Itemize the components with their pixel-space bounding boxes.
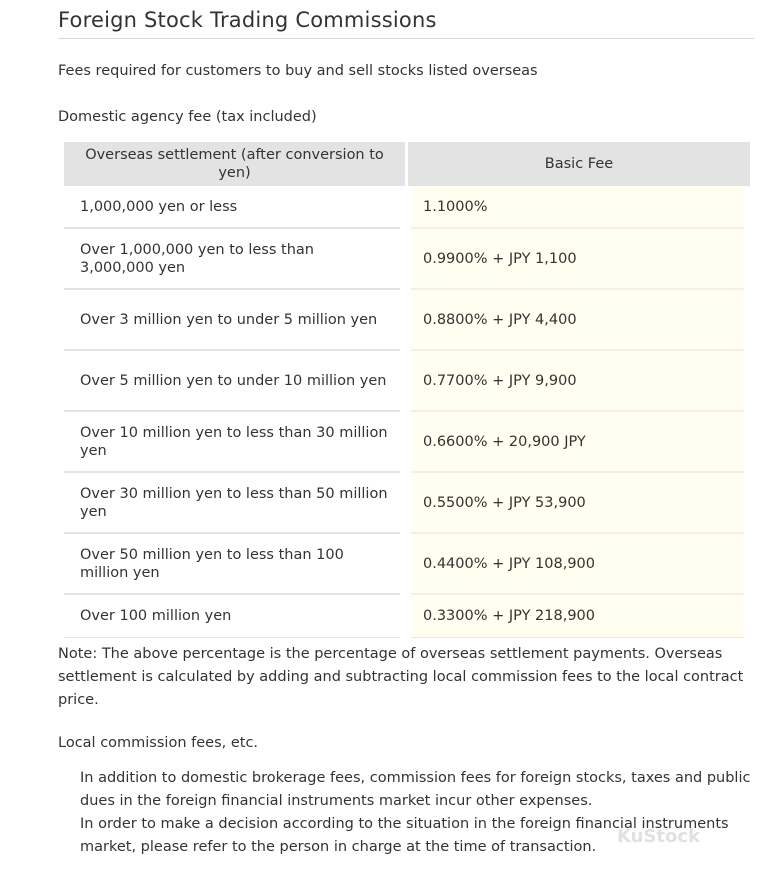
table-row [64, 186, 754, 229]
table-row [64, 351, 754, 412]
domestic-fee-heading: Domestic agency fee (tax included) [58, 109, 317, 125]
intro-text: Fees required for customers to buy and sell stocks listed overseas [58, 63, 538, 79]
watermark-logo: KuStock [617, 826, 701, 847]
page-title: Foreign Stock Trading Commissions [58, 8, 754, 39]
local-fees-paragraph: In addition to domestic brokerage fees, commission fees for foreign stocks, taxes and public dues in the foreign financial instruments market incur other expenses. [80, 770, 751, 809]
table-row [64, 595, 754, 638]
table-row [64, 534, 754, 595]
column-header-basic-fee: Basic Fee [408, 142, 750, 186]
local-fees-heading: Local commission fees, etc. [58, 735, 259, 751]
fee-cell: 1.1000% [411, 186, 744, 229]
range-cell: Over 30 million yen to less than 50 million yen [64, 473, 400, 534]
table-row [64, 473, 754, 534]
fee-table [64, 142, 754, 638]
fee-cell: 0.6600% + 20,900 JPY [411, 412, 744, 473]
local-fees-paragraph: In order to make a decision according to the situation in the foreign financial instruments market, please refer to the person in charge at the time of transaction. [80, 816, 729, 855]
table-row [64, 290, 754, 351]
settlement-note: Note: The above percentage is the percentage of overseas settlement payments. Overseas settlement is calculated by adding and subtracting local commission fees to the local contract price. [58, 646, 744, 708]
range-cell: Over 10 million yen to less than 30 million yen [64, 412, 400, 473]
range-cell: 1,000,000 yen or less [64, 186, 400, 229]
range-cell: Over 50 million yen to less than 100 million yen [64, 534, 400, 595]
fee-cell: 0.5500% + JPY 53,900 [411, 473, 744, 534]
fee-cell: 0.3300% + JPY 218,900 [411, 595, 744, 638]
table-header [64, 142, 754, 186]
range-cell: Over 1,000,000 yen to less than 3,000,000 yen [64, 229, 400, 290]
fee-cell: 0.9900% + JPY 1,100 [411, 229, 744, 290]
range-cell: Over 100 million yen [64, 595, 400, 638]
range-cell: Over 5 million yen to under 10 million yen [64, 351, 400, 412]
column-header-settlement: Overseas settlement (after conversion to yen) [64, 142, 405, 186]
fee-cell: 0.7700% + JPY 9,900 [411, 351, 744, 412]
range-cell: Over 3 million yen to under 5 million yen [64, 290, 400, 351]
table-row [64, 229, 754, 290]
fee-cell: 0.8800% + JPY 4,400 [411, 290, 744, 351]
table-row [64, 412, 754, 473]
fee-cell: 0.4400% + JPY 108,900 [411, 534, 744, 595]
